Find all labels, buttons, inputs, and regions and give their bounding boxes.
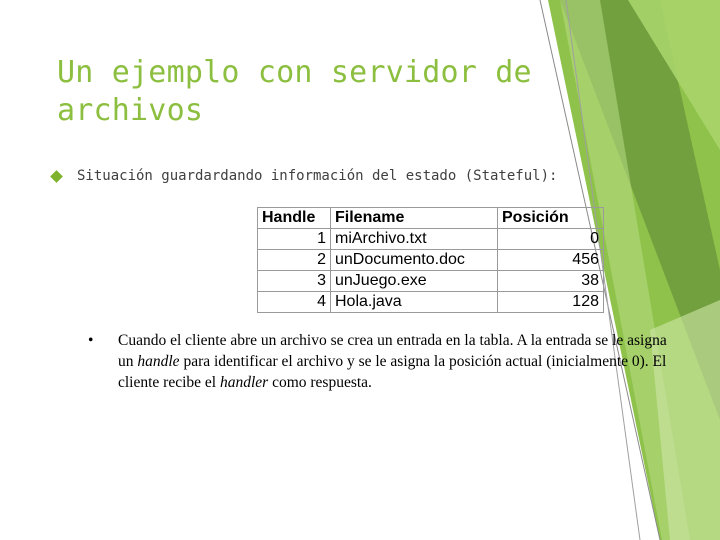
table-row [258, 271, 604, 292]
sub-text-part3: como respuesta. [268, 374, 372, 391]
cell-filename: Hola.java [331, 292, 498, 313]
header-position: Posición [498, 208, 604, 229]
sub-text-part1: Cuando el cliente abre un archivo se crea un entrada en la tabla. A la entrada se le asigna un [118, 332, 667, 370]
cell-position: 38 [498, 271, 604, 292]
slide-title [57, 54, 577, 130]
sub-bullet [88, 330, 678, 393]
cell-position: 456 [498, 250, 604, 271]
title-line-2: archivos [57, 93, 204, 128]
table-row [258, 229, 604, 250]
sub-bullet-marker: • [88, 332, 94, 349]
cell-position: 0 [498, 229, 604, 250]
title-line-1: Un ejemplo con servidor de [57, 55, 532, 90]
sub-text-handle: handle [137, 353, 180, 370]
cell-handle: 4 [258, 292, 331, 313]
header-filename: Filename [331, 208, 498, 229]
main-bullet-text: Situación guardardando información del estado (Stateful): [77, 168, 558, 184]
cell-position: 128 [498, 292, 604, 313]
table-row [258, 250, 604, 271]
sub-text-part2: para identificar el archivo y se le asigna la posición actual (inicialmente 0). El cliente recibe el [118, 353, 667, 391]
diamond-bullet-icon [50, 170, 63, 183]
cell-filename: miArchivo.txt [331, 229, 498, 250]
sub-bullet-text [118, 330, 678, 393]
cell-filename: unJuego.exe [331, 271, 498, 292]
table-header-row [258, 208, 604, 229]
state-table [257, 207, 604, 313]
cell-handle: 3 [258, 271, 331, 292]
cell-handle: 1 [258, 229, 331, 250]
sub-text-handler: handler [219, 374, 269, 391]
main-bullet [50, 168, 557, 184]
cell-handle: 2 [258, 250, 331, 271]
header-handle: Handle [258, 208, 331, 229]
table-row [258, 292, 604, 313]
cell-filename: unDocumento.doc [331, 250, 498, 271]
